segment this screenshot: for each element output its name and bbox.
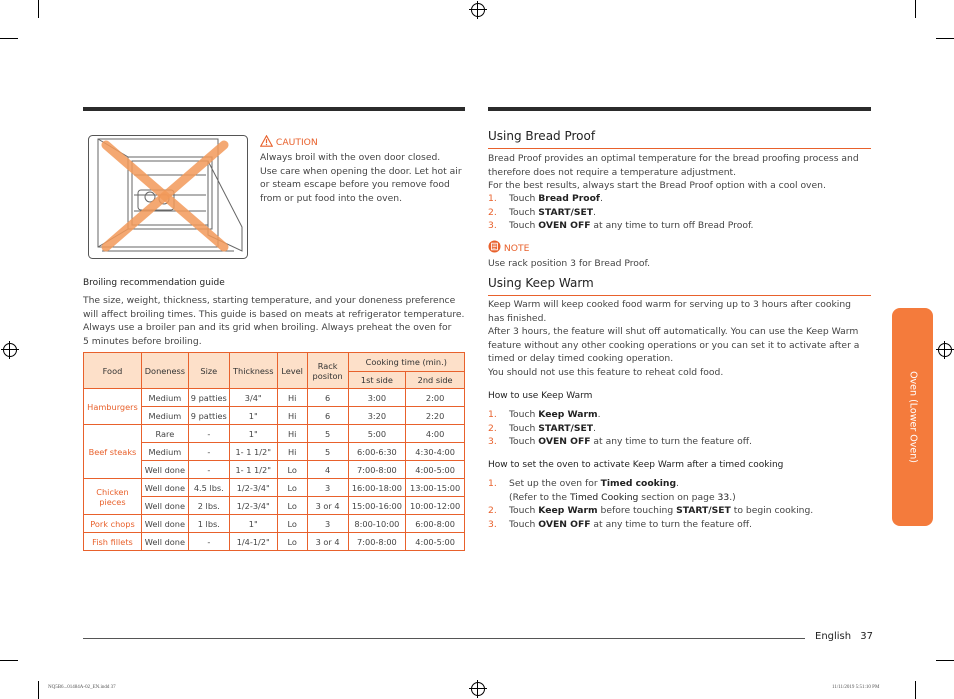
table-cell: Well done xyxy=(141,533,188,551)
broiling-table xyxy=(83,352,465,551)
table-cell: 4 xyxy=(307,461,348,479)
table-cell: Lo xyxy=(277,479,307,497)
side-tab-label: Oven (Lower Oven) xyxy=(907,371,918,463)
table-cell: 13:00-15:00 xyxy=(406,479,465,497)
caution-text: Always broil with the oven door closed. xyxy=(260,152,441,163)
table-cell: 2:00 xyxy=(406,389,465,407)
table-cell: Lo xyxy=(277,461,307,479)
oven-door-open-illustration xyxy=(88,135,248,259)
section-rule xyxy=(488,148,871,149)
crop-mark xyxy=(936,660,954,661)
table-cell: 1" xyxy=(229,515,277,533)
note-text: Use rack position 3 for Bread Proof. xyxy=(488,258,651,269)
table-cell: 5:00 xyxy=(348,425,406,443)
bread-proof-steps xyxy=(488,192,871,233)
food-cell: Pork chops xyxy=(84,515,142,533)
table-cell: Hi xyxy=(277,425,307,443)
food-cell: Beef steaks xyxy=(84,425,142,479)
broiling-guide-heading: Broiling recommendation guide xyxy=(83,278,225,288)
caution-label: CAUTION xyxy=(275,137,318,148)
table-cell: 9 patties xyxy=(188,389,229,407)
table-cell: 9 patties xyxy=(188,407,229,425)
table-cell: 3 xyxy=(307,479,348,497)
table-cell: 1/4-1/2" xyxy=(229,533,277,551)
header-level: Level xyxy=(277,353,307,389)
table-cell: - xyxy=(188,461,229,479)
bread-proof-text: Bread Proof provides an optimal temperature for the bread proofing process and therefore does not require a temperature adjustment. For the best results, always start the Bread Proof option with a cool oven. xyxy=(488,153,859,191)
table-cell: 4:30-4:00 xyxy=(406,443,465,461)
table-row xyxy=(84,479,465,497)
print-slug-file: NQ5B6...01484A-02_EN.indd 37 xyxy=(48,685,116,690)
guide-line: Always use a broiler pan and its grid when broiling. Always preheat the oven for xyxy=(83,322,452,333)
footer-page xyxy=(815,631,873,642)
header-size: Size xyxy=(188,353,229,389)
table-cell: 5 xyxy=(307,443,348,461)
table-cell: Hi xyxy=(277,389,307,407)
table-cell: 15:00-16:00 xyxy=(348,497,406,515)
table-cell: 1" xyxy=(229,407,277,425)
table-cell: 4.5 lbs. xyxy=(188,479,229,497)
table-row xyxy=(84,461,465,479)
page-number: 37 xyxy=(860,631,874,642)
footer-rule xyxy=(83,638,805,639)
table-cell: Well done xyxy=(141,461,188,479)
crop-mark xyxy=(38,0,39,18)
how-to-use-heading: How to use Keep Warm xyxy=(488,391,593,401)
caution-text: from or put food into the oven. xyxy=(260,192,402,204)
step-item: 2. Touch Keep Warm before touching START/SET to begin cooking. xyxy=(488,505,814,516)
table-cell: 5 xyxy=(307,425,348,443)
table-cell: Hi xyxy=(277,443,307,461)
registration-mark-icon xyxy=(471,682,485,696)
step-item: 1. Touch Bread Proof. xyxy=(488,193,603,204)
header-2nd-side: 2nd side xyxy=(406,372,465,389)
table-cell: - xyxy=(188,425,229,443)
table-cell: Medium xyxy=(141,389,188,407)
table-cell: 7:00-8:00 xyxy=(348,533,406,551)
table-cell: Well done xyxy=(141,515,188,533)
note-label: NOTE xyxy=(503,243,530,254)
table-cell: - xyxy=(188,533,229,551)
table-cell: 1- 1 1/2" xyxy=(229,443,277,461)
step-item: 2. Touch START/SET. xyxy=(488,206,596,218)
table-cell: Medium xyxy=(141,407,188,425)
caution-text: Use care when opening the door. Let hot air xyxy=(260,165,462,177)
table-row xyxy=(84,515,465,533)
table-cell: 3 or 4 xyxy=(307,497,348,515)
crop-mark xyxy=(915,681,916,699)
table-cell: Lo xyxy=(277,533,307,551)
bread-proof-title: Using Bread Proof xyxy=(488,129,596,143)
guide-line: 5 minutes before broiling. xyxy=(83,335,202,347)
table-cell: Well done xyxy=(141,479,188,497)
table-cell: Lo xyxy=(277,497,307,515)
timed-steps xyxy=(488,477,871,531)
table-cell: 10:00-12:00 xyxy=(406,497,465,515)
note-icon xyxy=(488,240,501,253)
step-item: 2. Touch START/SET. xyxy=(488,422,596,434)
table-cell: 6 xyxy=(307,389,348,407)
food-cell: Hamburgers xyxy=(84,389,142,425)
warning-triangle-icon xyxy=(260,135,273,147)
crop-mark xyxy=(38,681,39,699)
timed-heading: How to set the oven to activate Keep Warm after a timed cooking xyxy=(488,460,784,470)
print-slug-date: 11/11/2019 5:51:10 PM xyxy=(832,685,880,690)
table-cell: Hi xyxy=(277,407,307,425)
header-thickness: Thickness xyxy=(229,353,277,389)
table-cell: 6 xyxy=(307,407,348,425)
table-cell: 2 lbs. xyxy=(188,497,229,515)
crop-mark xyxy=(0,38,18,39)
crop-mark xyxy=(936,38,954,39)
section-rule xyxy=(488,295,871,296)
step-item: 3. Touch OVEN OFF at any time to turn the feature off. xyxy=(488,518,752,530)
food-cell: Fish fillets xyxy=(84,533,142,551)
left-column-top-bar xyxy=(83,107,465,111)
step-item: 1. Set up the oven for Timed cooking. (Refer to the Timed Cooking section on page 33.) xyxy=(488,478,736,503)
table-row xyxy=(84,533,465,551)
caution-block xyxy=(260,135,465,205)
table-cell: 3/4" xyxy=(229,389,277,407)
food-cell: Chicken pieces xyxy=(84,479,142,515)
step-item: 3. Touch OVEN OFF at any time to turn the feature off. xyxy=(488,436,752,447)
table-cell: 4:00 xyxy=(406,425,465,443)
table-row xyxy=(84,389,465,407)
table-row xyxy=(84,407,465,425)
table-cell: 6:00-8:00 xyxy=(406,515,465,533)
note-header xyxy=(488,240,529,255)
table-cell: Medium xyxy=(141,443,188,461)
table-cell: 3:00 xyxy=(348,389,406,407)
table-cell: 8:00-10:00 xyxy=(348,515,406,533)
table-cell: Rare xyxy=(141,425,188,443)
step-item: 3. Touch OVEN OFF at any time to turn off Bread Proof. xyxy=(488,220,754,231)
registration-mark-icon xyxy=(3,343,17,357)
header-doneness: Doneness xyxy=(141,353,188,389)
table-cell: Lo xyxy=(277,515,307,533)
broiling-guide-text xyxy=(83,294,465,348)
table-cell: 2:20 xyxy=(406,407,465,425)
header-rack: Rack positon xyxy=(307,353,348,389)
table-cell: 1 lbs. xyxy=(188,515,229,533)
header-1st-side: 1st side xyxy=(348,372,406,389)
table-cell: 1" xyxy=(229,425,277,443)
header-food: Food xyxy=(84,353,142,389)
crop-mark xyxy=(915,0,916,18)
section-side-tab xyxy=(892,308,933,526)
table-row xyxy=(84,425,465,443)
keep-warm-text: Keep Warm will keep cooked food warm for serving up to 3 hours after cooking has finished. After 3 hours, the feature will shut off automatically. You can use the Keep Warm feature without any other cooking operations or you can set it to activate after a timed or delay timed cooking operation. You should not use this feature to reheat cold food. xyxy=(488,299,860,378)
table-cell: 6:00-6:30 xyxy=(348,443,406,461)
table-cell: Well done xyxy=(141,497,188,515)
keep-warm-steps xyxy=(488,408,871,449)
table-row xyxy=(84,497,465,515)
table-row xyxy=(84,443,465,461)
crop-mark xyxy=(0,660,18,661)
table-cell: 7:00-8:00 xyxy=(348,461,406,479)
step-item: 1. Touch Keep Warm. xyxy=(488,409,601,420)
table-cell: 1/2-3/4" xyxy=(229,479,277,497)
header-cooking-time: Cooking time (min.) xyxy=(348,353,464,372)
table-cell: 3:20 xyxy=(348,407,406,425)
table-cell: - xyxy=(188,443,229,461)
guide-line: will affect broiling times. This guide is based on meats at refrigerator temperature. xyxy=(83,308,465,320)
keep-warm-title: Using Keep Warm xyxy=(488,276,594,290)
registration-mark-icon xyxy=(938,343,952,357)
caution-text: or steam escape before you remove food xyxy=(260,179,450,190)
table-cell: 3 xyxy=(307,515,348,533)
registration-mark-icon xyxy=(471,3,485,17)
table-cell: 1- 1 1/2" xyxy=(229,461,277,479)
table-cell: 4:00-5:00 xyxy=(406,461,465,479)
table-cell: 1/2-3/4" xyxy=(229,497,277,515)
table-cell: 4:00-5:00 xyxy=(406,533,465,551)
footer-language: English xyxy=(815,631,852,642)
table-cell: 16:00-18:00 xyxy=(348,479,406,497)
table-cell: 3 or 4 xyxy=(307,533,348,551)
guide-line: The size, weight, thickness, starting temperature, and your doneness preference xyxy=(83,295,456,306)
right-column-top-bar xyxy=(488,107,871,111)
